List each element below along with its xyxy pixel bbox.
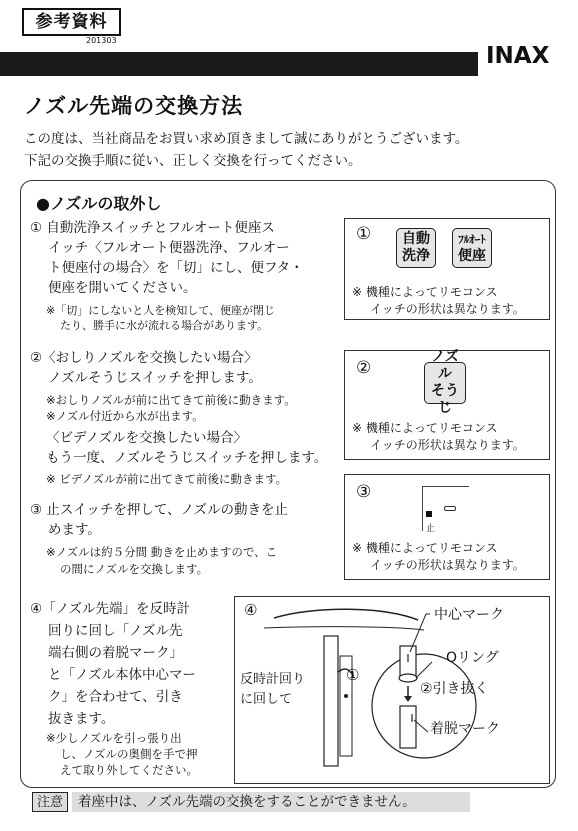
pull-out-label: ②引き抜く: [420, 681, 489, 697]
document-code: 201303: [86, 36, 117, 45]
step-4-line: と「ノズル本体中心マー: [48, 667, 196, 683]
stop-button-icon: [426, 511, 432, 517]
step-3-note-line: の間にノズルを交換します。: [60, 562, 209, 576]
rotate-label: 反時計回り: [240, 672, 306, 687]
step-1: [30, 218, 304, 298]
nozzle-clean-button-illustration: [424, 349, 466, 416]
step-4-note-line: し、ノズルの奥側を手で押: [60, 747, 198, 761]
box-3-note-line: イッチの形状は異なります。: [370, 558, 525, 572]
indicator-icon: [444, 506, 456, 511]
step-4: [30, 598, 196, 730]
nozzle-clean-label: そうじ: [431, 383, 459, 416]
step-2-line: ②〈おしりノズルを交換したい場合〉: [30, 350, 258, 366]
step-2-bidet: [46, 428, 327, 468]
step-3-line: めます。: [48, 522, 101, 538]
step-2-line: もう一度、ノズルそうじスイッチを押します。: [46, 450, 328, 466]
step-2: [30, 348, 262, 388]
auto-flush-label: 洗浄: [402, 248, 430, 264]
caution-text: 着座中は、ノズル先端の交換をすることができません。: [72, 792, 470, 812]
step-3-line: ③ 止スイッチを押して、ノズルの動きを止: [30, 502, 289, 518]
step-1-line: 便座を開いてください。: [48, 280, 197, 296]
brand-bar-accent: [472, 52, 478, 76]
step-4-line: 回りに回し「ノズル先: [48, 623, 183, 639]
step-1-note: [46, 303, 275, 333]
page-title: ノズル先端の交換方法: [24, 94, 244, 118]
full-auto-label: 便座: [458, 248, 486, 264]
nozzle-clean-label: ノズル: [431, 349, 459, 382]
rotate-label: に回して: [240, 692, 293, 707]
box-2-note-line: ※ 機種によってリモコンス: [352, 421, 498, 435]
stop-label: 止: [426, 524, 436, 534]
center-mark-label: 中心マーク: [434, 607, 504, 623]
box-2-number: ②: [356, 358, 372, 378]
step-2-note: ※ノズル付近から水が出ます。: [46, 409, 204, 423]
caution-tag: 注意: [32, 792, 68, 812]
reference-tag: 参考資料: [22, 8, 121, 36]
box-3-number: ③: [356, 482, 372, 502]
step-4-note: [46, 730, 198, 778]
step-1-line: ① 自動洗浄スイッチとフルオート便座ス: [30, 220, 275, 236]
o-ring-label: Oリング: [446, 650, 499, 666]
step-2-notes: [46, 392, 296, 424]
step-4-note-line: ※少しノズルを引っ張り出: [46, 731, 182, 745]
seat-outline: [274, 609, 418, 620]
step-4-line: 端右側の着脱マーク」: [48, 645, 183, 661]
step-1-line: ト便座付の場合〉を「切」にし、便フタ・: [48, 260, 304, 276]
nozzle-body-illustration: [324, 636, 338, 766]
step-1-note-line: たり、勝手に水が流れる場合があります。: [60, 319, 269, 332]
box-1-note-line: イッチの形状は異なります。: [370, 302, 525, 316]
box-3-note: [352, 540, 525, 574]
header-bar: [0, 52, 472, 76]
diagram-step-1: ①: [346, 666, 360, 684]
box-2-note-line: イッチの形状は異なります。: [370, 438, 525, 452]
step-1-note-line: ※「切」にしないと人を検知して、便座が閉じ: [46, 304, 275, 317]
diagram-number: ④: [244, 601, 258, 619]
intro-text: [24, 128, 468, 172]
nozzle-hole-icon: [344, 694, 348, 698]
rotate-instruction: [240, 670, 305, 710]
brand-logo: INAX: [486, 43, 550, 69]
auto-flush-button-illustration: [396, 228, 436, 268]
full-auto-seat-button-illustration: [452, 228, 492, 268]
step-3-note-line: ※ノズルは約５分間 動きを止めますので、こ: [46, 545, 278, 559]
step-4-line: ④「ノズル先端」を反時計: [30, 601, 191, 617]
seat-underside: [264, 627, 424, 630]
box-2-note: [352, 420, 525, 454]
full-auto-label: ﾌﾙｵｰﾄ: [458, 233, 486, 246]
step-1-line: イッチ〈フルオート便器洗浄、フルオー: [48, 240, 290, 256]
box-1-number: ①: [356, 224, 372, 244]
step-4-note-line: えて取り外してください。: [60, 763, 198, 777]
nozzle-tip-detached: [400, 706, 416, 748]
box-1-note: [352, 284, 525, 318]
o-ring-illustration: [399, 674, 417, 682]
intro-line-1: この度は、当社商品をお買い求め頂きまして誠にありがとうございます。: [24, 131, 469, 147]
step-3: [30, 500, 288, 540]
step-2-line: ノズルそうじスイッチを押します。: [48, 370, 262, 386]
step-3-note: [46, 544, 277, 578]
step-2-note: ※ ビデノズルが前に出てきて前後に動きます。: [46, 472, 288, 486]
detach-mark-label: 着脱マーク: [430, 721, 500, 737]
step-4-line: 抜きます。: [48, 711, 115, 727]
step-2-note: ※おしりノズルが前に出てきて前後に動きます。: [46, 393, 296, 407]
step-2-line: 〈ビデノズルを交換したい場合〉: [46, 430, 248, 446]
box-1-note-line: ※ 機種によってリモコンス: [352, 285, 498, 299]
section-heading: ●ノズルの取外し: [36, 194, 162, 213]
auto-flush-label: 自動: [402, 231, 430, 247]
step-4-line: ク」を合わせて、引き: [48, 689, 183, 705]
box-3-note-line: ※ 機種によってリモコンス: [352, 541, 498, 555]
intro-line-2: 下記の交換手順に従い、正しく交換を行ってください。: [24, 153, 362, 169]
